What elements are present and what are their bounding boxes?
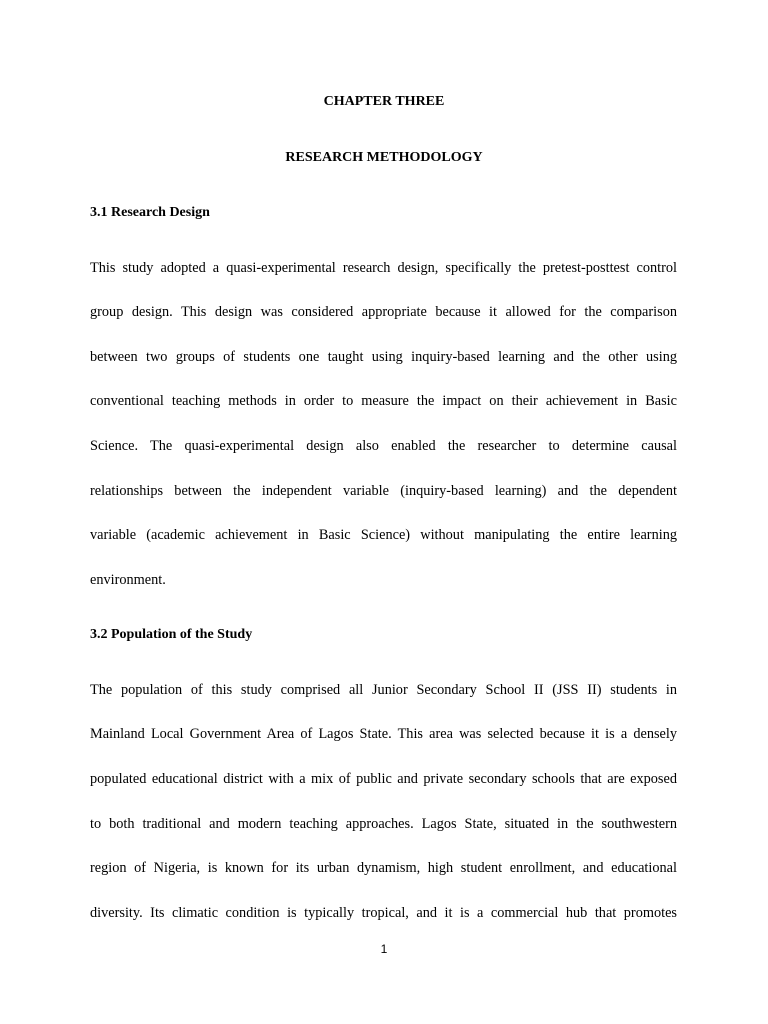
paragraph-line: environment. <box>90 572 166 588</box>
chapter-title: CHAPTER THREE <box>323 94 445 109</box>
paragraph-line: The population of this study comprised all Junior Secondary School II (JSS II) students in <box>90 682 677 698</box>
paragraph-line: conventional teaching methods in order to measure the impact on their achievement in Basic <box>90 393 677 409</box>
section-heading-research-design: 3.1 Research Design <box>90 205 210 220</box>
section-heading-population: 3.2 Population of the Study <box>90 627 253 642</box>
page-number: 1 <box>380 942 388 956</box>
paragraph-line: to both traditional and modern teaching approaches. Lagos State, situated in the southwestern <box>90 816 677 832</box>
paragraph-line: between two groups of students one taught using inquiry-based learning and the other using <box>90 349 677 365</box>
chapter-subtitle: RESEARCH METHODOLOGY <box>285 150 483 165</box>
paragraph-line: diversity. Its climatic condition is typically tropical, and it is a commercial hub that promotes <box>90 905 677 921</box>
paragraph-line: Mainland Local Government Area of Lagos State. This area was selected because it is a densely <box>90 726 677 742</box>
paragraph-line: variable (academic achievement in Basic Science) without manipulating the entire learning <box>90 527 677 543</box>
paragraph-line: group design. This design was considered appropriate because it allowed for the comparison <box>90 304 677 320</box>
paragraph-line: Science. The quasi-experimental design also enabled the researcher to determine causal <box>90 438 677 454</box>
paragraph-line: populated educational district with a mix of public and private secondary schools that are exposed <box>90 771 677 787</box>
paragraph-line: This study adopted a quasi-experimental research design, specifically the pretest-posttest control <box>90 260 677 276</box>
paragraph-line: relationships between the independent variable (inquiry-based learning) and the dependent <box>90 483 677 499</box>
paragraph-line: region of Nigeria, is known for its urban dynamism, high student enrollment, and educational <box>90 860 677 876</box>
